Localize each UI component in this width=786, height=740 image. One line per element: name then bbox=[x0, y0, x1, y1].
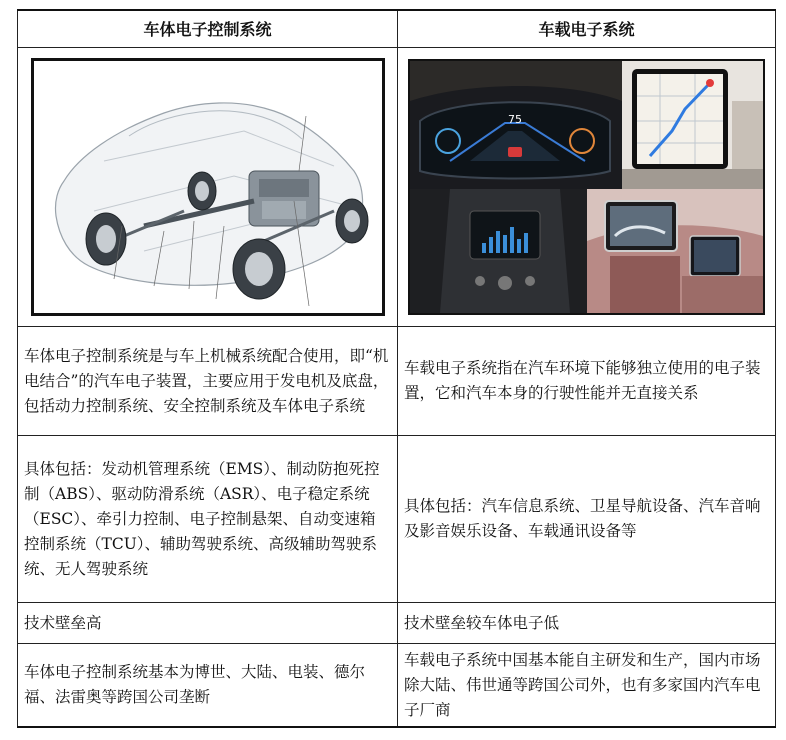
table-row bbox=[18, 603, 776, 644]
header-row bbox=[18, 10, 776, 48]
image-row bbox=[18, 48, 776, 327]
table-row bbox=[18, 327, 776, 436]
dashboard-speed: 75 bbox=[508, 113, 522, 126]
image-cell-left bbox=[18, 48, 398, 327]
cell-body-description: 车体电子控制系统是与车上机械系统配合使用，即“机电结合”的汽车电子装置，主要应用于发电机及底盘，包括动力控制系统、安全控制系统及车体电子系统 bbox=[18, 327, 398, 436]
cell-onboard-description: 车载电子系统指在汽车环境下能够独立使用的电子装置，它和汽车本身的行驶性能并无直接关系 bbox=[398, 327, 776, 436]
cell-body-market: 车体电子控制系统基本为博世、大陆、电装、德尔福、法雷奥等跨国公司垄断 bbox=[18, 644, 398, 728]
table-row bbox=[18, 644, 776, 728]
comparison-table bbox=[17, 9, 776, 728]
header-body-electronics: 车体电子控制系统 bbox=[18, 10, 398, 48]
header-onboard-electronics: 车载电子系统 bbox=[398, 10, 776, 48]
cell-onboard-barrier: 技术壁垒较车体电子低 bbox=[398, 603, 776, 644]
cell-body-barrier: 技术壁垒高 bbox=[18, 603, 398, 644]
table-row bbox=[18, 436, 776, 603]
car-chassis-illustration bbox=[31, 58, 385, 316]
cell-body-includes: 具体包括：发动机管理系统（EMS）、制动防抱死控制（ABS）、驱动防滑系统（ASR）、电子稳定系统（ESC）、牵引力控制、电子控制悬架、自动变速箱控制系统（TCU）、辅助驾驶系统、高级辅助驾驶系统、无人驾驶系统 bbox=[18, 436, 398, 603]
infotainment-collage bbox=[408, 59, 765, 315]
image-cell-right bbox=[398, 48, 776, 327]
cell-onboard-includes: 具体包括：汽车信息系统、卫星导航设备、汽车音响及影音娱乐设备、车载通讯设备等 bbox=[398, 436, 776, 603]
cell-onboard-market: 车载电子系统中国基本能自主研发和生产，国内市场除大陆、伟世通等跨国公司外，也有多家国内汽车电子厂商 bbox=[398, 644, 776, 728]
